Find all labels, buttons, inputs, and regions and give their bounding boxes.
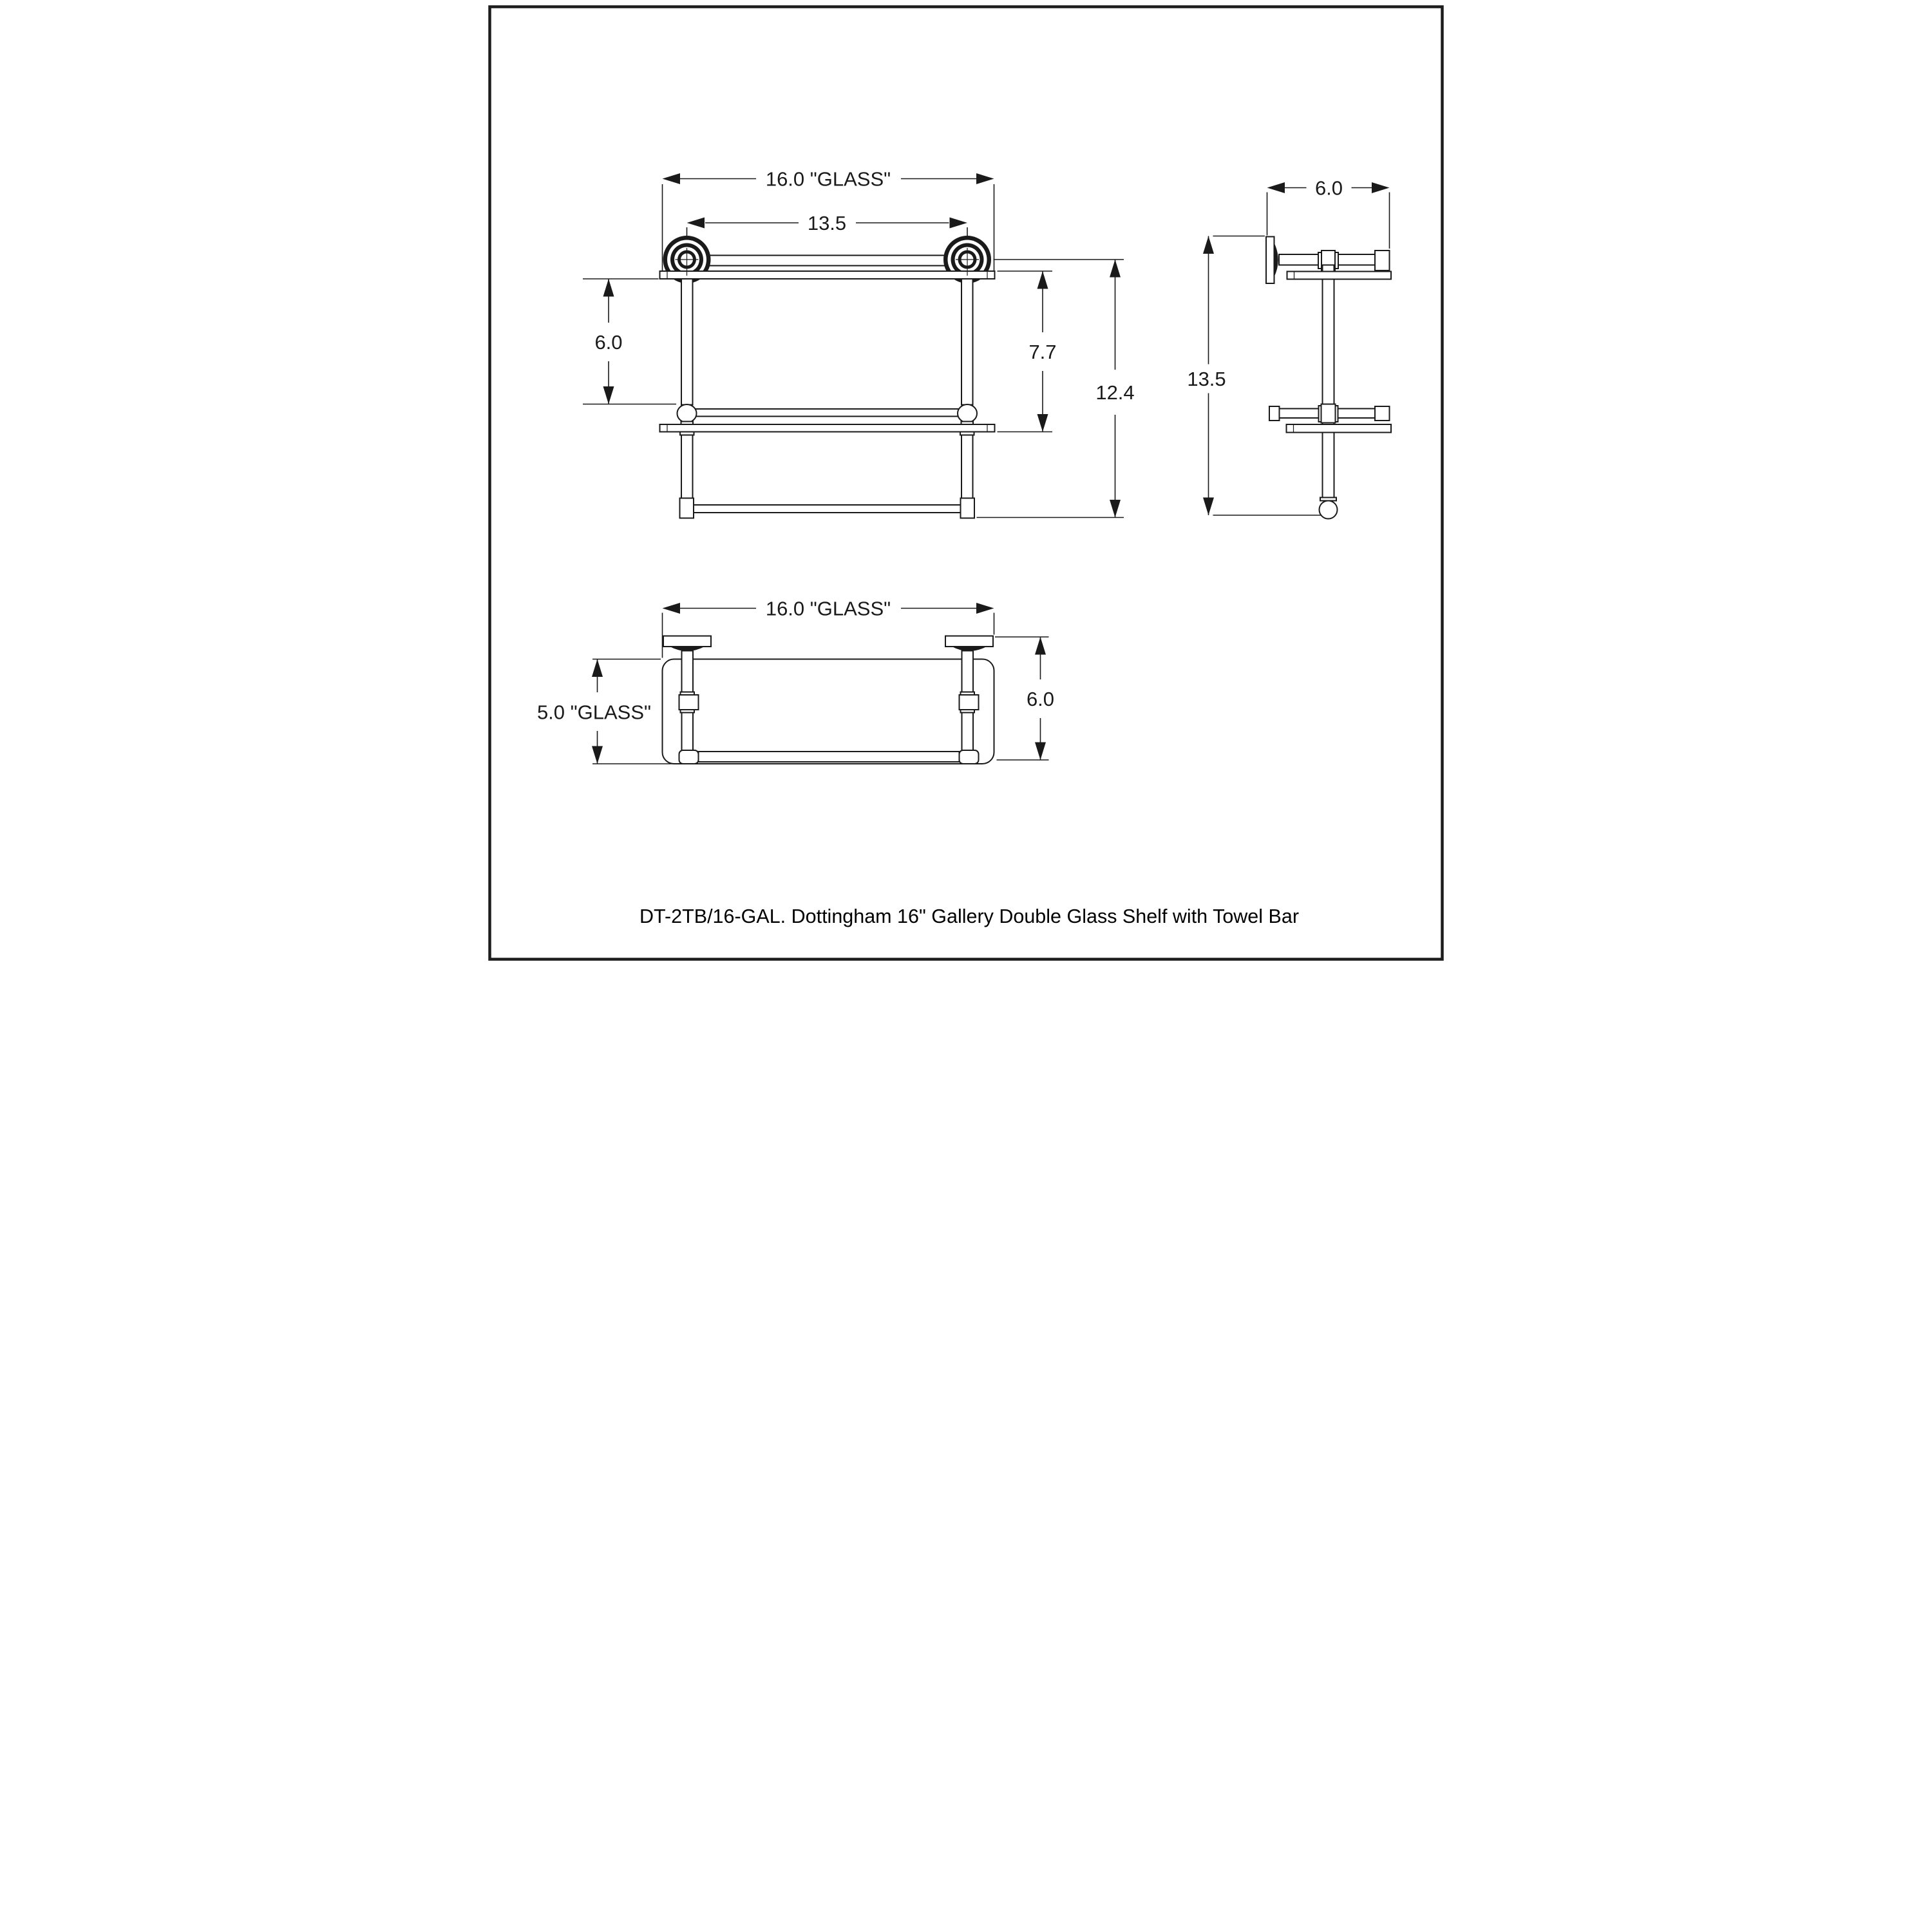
drawing-page (483, 0, 1449, 966)
upper-arm (1279, 254, 1321, 265)
finial-ball (1320, 501, 1338, 519)
towel-bar-elbow (679, 750, 699, 764)
lower-gallery-rail (687, 409, 968, 417)
dim-label-glass-width: 16.0 "GLASS" (765, 597, 891, 620)
wall-plate (1266, 237, 1274, 284)
right-ball-joint (958, 404, 977, 422)
dim-label-glass-depth: 5.0 "GLASS" (536, 701, 652, 724)
towel-bar-end-left (680, 498, 694, 518)
lower-arm-end-cap (1375, 406, 1390, 421)
dim-label-shelf-to-rail: 6.0 (594, 331, 623, 354)
left-post-upper (681, 279, 693, 405)
top-glass-shelf (660, 271, 995, 279)
towel-bar-end-right (961, 498, 975, 518)
right-post-upper (961, 279, 973, 405)
left-post-lower (681, 435, 693, 498)
glass-shelf-plan (663, 659, 994, 764)
dim-label-mount-spacing: 13.5 (807, 212, 847, 234)
towel-bar (694, 505, 961, 513)
post-collar (679, 695, 699, 710)
dim-label-depth: 6.0 (1314, 176, 1343, 200)
left-ball-joint (677, 404, 697, 422)
lower-glass-shelf (660, 424, 995, 432)
towel-bar-plan (699, 752, 960, 762)
dim-label-overall: 12.4 (1095, 381, 1135, 404)
top-gallery-rail (687, 256, 968, 266)
drawing-caption: DT-2TB/16-GAL. Dottingham 16" Gallery Double Glass Shelf with Towel Bar (639, 905, 1299, 927)
lower-shelf-edge (1287, 424, 1392, 433)
dim-label-overall-depth: 6.0 (1026, 688, 1055, 710)
dim-label-overall-height: 13.5 (1187, 368, 1226, 390)
dim-label-glass-to-glass: 7.7 (1028, 341, 1057, 363)
mount-plate (663, 636, 711, 647)
mount-plate (945, 636, 993, 647)
lower-arm-end-left (1269, 406, 1280, 421)
dim-label-glass-width: 16.0 "GLASS" (765, 167, 891, 191)
mount-post-lower (682, 713, 694, 752)
lower-arm-front (1338, 409, 1376, 419)
lower-arm-collar (1321, 404, 1336, 423)
lower-arm (1280, 409, 1319, 419)
mount-post (962, 651, 974, 695)
towel-bar-elbow (960, 750, 979, 764)
mount-post (682, 651, 694, 695)
upper-arm-front (1338, 254, 1375, 265)
post-profile (1323, 265, 1334, 498)
mount-post-lower (962, 713, 974, 752)
technical-drawing (483, 0, 1449, 966)
right-post-lower (961, 435, 973, 498)
top-shelf-edge (1287, 272, 1392, 279)
post-collar (960, 695, 979, 710)
upper-arm-end-cap (1375, 251, 1390, 270)
